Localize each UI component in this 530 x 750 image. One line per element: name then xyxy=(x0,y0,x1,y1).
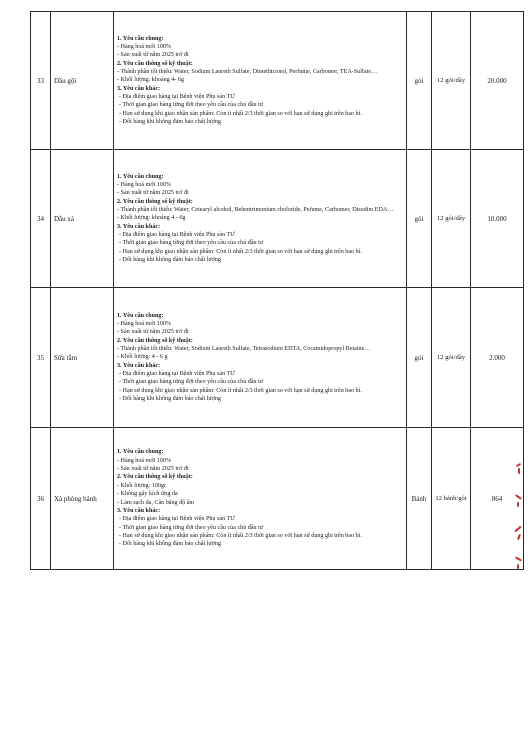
spec-line: - Hạn sử dụng khi giao nhận sản phẩm: Còn ít nhất 2/3 thời gian so với hạn sử dụng ghi trên bao bì. xyxy=(119,248,362,255)
spec-line: - Thời gian giao hàng từng đợt theo yêu cầu của chủ đầu tư xyxy=(119,102,264,109)
stamp-stroke xyxy=(517,502,519,507)
spec-line: - Làm sạch da, Cân bằng độ ẩm xyxy=(117,499,195,506)
spec-cell xyxy=(114,150,407,288)
spec-line: - Khối lượng: 4 - 6 g xyxy=(117,354,168,361)
spec-line: - Địa điểm giao hàng tại Bệnh viện Phụ sản TƯ xyxy=(119,371,235,378)
spec-line: - Địa điểm giao hàng tại Bệnh viện Phụ sản TƯ xyxy=(119,232,235,239)
spec-line: - Hạn sử dụng khi giao nhận sản phẩm: Còn ít nhất 2/3 thời gian so với hạn sử dụng ghi trên bao bì. xyxy=(119,110,362,117)
spec-line: - Hàng hoá mới 100% xyxy=(117,320,171,327)
stamp-stroke xyxy=(517,534,521,540)
row-number: 34 xyxy=(31,150,51,288)
spec-line: - Thành phần tối thiểu: Water, Cetearyl alcohol, Behentrimonium choloride, Pefume, Carbomer, Disodim EDA… xyxy=(117,206,394,213)
spec-line: - Sản xuất từ năm 2025 trở đi xyxy=(117,52,189,59)
spec-heading-other: 3. Yêu cầu khác: xyxy=(117,507,161,514)
spec-heading-general: 1. Yêu cầu chung: xyxy=(117,312,164,319)
quantity-cell: 10.000 xyxy=(471,150,524,288)
packaging-cell: 12 gói/dây xyxy=(432,150,471,288)
table-row xyxy=(31,288,524,428)
spec-line: - Địa điểm giao hàng tại Bệnh viện Phụ sản TƯ xyxy=(119,94,235,101)
quantity-cell: 2.000 xyxy=(471,288,524,428)
unit-cell: Bánh xyxy=(407,428,432,570)
table-row xyxy=(31,150,524,288)
spec-line: - Khối lượng: 100gr xyxy=(117,482,167,489)
spec-line: - Hàng hoá mới 100% xyxy=(117,181,171,188)
spec-line: - Đổi hàng khi không đảm bảo chất lượng xyxy=(119,396,221,403)
quantity-cell: 864 xyxy=(471,428,524,570)
spec-line: - Thời gian giao hàng từng đợt theo yêu cầu của chủ đầu tư xyxy=(119,379,264,386)
spec-heading-technical: 2. Yêu cầu thông số kỹ thuật: xyxy=(117,337,193,344)
packaging-cell: 12 gói/dây xyxy=(432,12,471,150)
spec-line: - Hàng hoá mới 100% xyxy=(117,43,171,50)
spec-line: - Không gây kích ứng da xyxy=(117,491,178,498)
spec-heading-general: 1. Yêu cầu chung: xyxy=(117,173,164,180)
spec-line: - Khối lượng: khoảng 4- 6g xyxy=(117,77,184,84)
spec-heading-technical: 2. Yêu cầu thông số kỹ thuật: xyxy=(117,60,193,67)
spec-heading-technical: 2. Yêu cầu thông số kỹ thuật: xyxy=(117,474,193,481)
spec-heading-other: 3. Yêu cầu khác: xyxy=(117,85,161,92)
spec-heading-other: 3. Yêu cầu khác: xyxy=(117,362,161,369)
spec-cell xyxy=(114,428,407,570)
spec-line: - Đổi hàng khi không đảm bảo chất lượng xyxy=(119,119,221,126)
spec-line: - Thành phần tối thiểu: Water, Sodium Laureth Sulfate, Tetrasodium EDTA, Cocamidopropyl Betaine… xyxy=(117,345,371,352)
spec-heading-general: 1. Yêu cầu chung: xyxy=(117,449,164,456)
quantity-cell: 20.000 xyxy=(471,12,524,150)
stamp-stroke xyxy=(515,494,522,500)
spec-line: - Đổi hàng khi không đảm bảo chất lượng xyxy=(119,257,221,264)
packaging-cell: 12 bánh/gói xyxy=(432,428,471,570)
product-name: Dầu xả xyxy=(51,150,114,288)
row-number: 33 xyxy=(31,12,51,150)
spec-heading-general: 1. Yêu cầu chung: xyxy=(117,35,164,42)
stamp-fragment xyxy=(513,458,525,578)
spec-line: - Thành phần tối thiểu: Water, Sodium Laureth Sulfate, Dimethiconol, Perfume, Carbomer, TEA-Sulfate… xyxy=(117,68,378,75)
spec-line: - Sản xuất từ năm 2025 trở đi xyxy=(117,190,189,197)
spec-line: - Hạn sử dụng khi giao nhận sản phẩm: Còn ít nhất 2/3 thời gian so với hạn sử dụng ghi trên bao bì. xyxy=(119,532,362,539)
spec-line: - Khối lượng: khoảng 4 - 6g xyxy=(117,215,186,222)
row-number: 36 xyxy=(31,428,51,570)
unit-cell: gói xyxy=(407,288,432,428)
product-name: Sữa tắm xyxy=(51,288,114,428)
stamp-stroke xyxy=(518,468,520,474)
row-number: 35 xyxy=(31,288,51,428)
spec-line: - Thời gian giao hàng từng đợt theo yêu cầu của chủ đầu tư xyxy=(119,240,264,247)
spec-line: - Sản xuất từ năm 2025 trở đi xyxy=(117,466,189,473)
table-row xyxy=(31,12,524,150)
stamp-stroke xyxy=(515,556,522,561)
spec-line: - Hàng hoá mới 100% xyxy=(117,457,171,464)
unit-cell: gói xyxy=(407,150,432,288)
spec-heading-other: 3. Yêu cầu khác: xyxy=(117,223,161,230)
spec-line: - Hạn sử dụng khi giao nhận sản phẩm: Còn ít nhất 2/3 thời gian so với hạn sử dụng ghi trên bao bì. xyxy=(119,387,362,394)
stamp-stroke xyxy=(516,463,521,467)
table-row xyxy=(31,428,524,570)
spec-heading-technical: 2. Yêu cầu thông số kỹ thuật: xyxy=(117,198,193,205)
unit-cell: gói xyxy=(407,12,432,150)
spec-cell xyxy=(114,288,407,428)
packaging-cell: 12 gói/dây xyxy=(432,288,471,428)
requirements-table xyxy=(30,11,524,570)
spec-cell xyxy=(114,12,407,150)
spec-line: - Đổi hàng khi không đảm bảo chất lượng xyxy=(119,541,221,548)
stamp-stroke xyxy=(517,564,519,569)
product-name: Dầu gội xyxy=(51,12,114,150)
spec-line: - Sản xuất từ năm 2025 trở đi xyxy=(117,329,189,336)
stamp-stroke xyxy=(514,526,521,533)
product-name: Xà phòng bánh xyxy=(51,428,114,570)
spec-line: - Địa điểm giao hàng tại Bệnh viện Phụ sản TƯ xyxy=(119,516,235,523)
spec-line: - Thời gian giao hàng từng đợt theo yêu cầu của chủ đầu tư xyxy=(119,524,264,531)
